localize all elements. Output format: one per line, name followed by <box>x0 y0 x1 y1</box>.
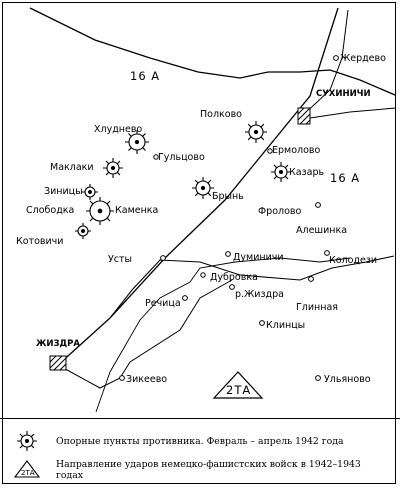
strongpoint-markers <box>75 121 291 239</box>
legend-row-strike-directions <box>12 457 390 481</box>
town-kazar: Казарь <box>289 167 325 178</box>
town-zikeevo: Зикеево <box>126 374 168 385</box>
army-label-16a-east: 16 А <box>330 171 361 185</box>
legend-row-strongpoints <box>12 429 390 453</box>
town-kamenka: Каменка <box>115 205 159 216</box>
river-zhizdra-label: р.Жиздра <box>235 289 284 300</box>
town-zinintsy: Зиницы <box>44 186 83 197</box>
strongpoint-symbol-icon <box>12 429 42 453</box>
town-ulyanovo: Ульяново <box>324 374 371 385</box>
town-usty: Усты <box>108 254 133 265</box>
strongpoint-slobodka-kamenka <box>86 197 114 225</box>
legend-strike-symbol-label: 2ТА <box>21 469 35 477</box>
settlement-dots <box>120 56 339 381</box>
town-slobodka: Слободка <box>26 205 75 216</box>
city-zhizdra-block <box>50 356 66 370</box>
strongpoint-bryn <box>192 177 214 199</box>
legend <box>0 418 400 485</box>
strike-direction-arrow-2ta <box>214 372 262 398</box>
road-sukhinichi-north <box>300 10 348 118</box>
town-ermolovo: Ермолово <box>272 145 321 156</box>
road-zhizdra-zikeevo <box>58 280 232 388</box>
legend-strongpoints-text: Опорные пункты противника. Февраль – апрель 1942 года <box>56 436 344 447</box>
town-alyoshinka: Алешинка <box>296 225 348 236</box>
town-zhizdra: ЖИЗДРА <box>36 339 80 349</box>
town-maklaki: Маклаки <box>50 162 94 173</box>
town-glinnaya: Глинная <box>296 302 338 313</box>
strongpoint-maklaki <box>103 158 123 178</box>
town-kotovichi: Котовичи <box>16 236 64 247</box>
strongpoint-polkovo <box>245 121 267 143</box>
town-dubrovka: Дубровка <box>210 272 258 283</box>
town-rechitsa: Речица <box>145 298 181 309</box>
legend-strike-directions-text: Направление ударов немецко-фашистских войск в 1942–1943 годах <box>56 459 361 481</box>
town-polkovo: Полково <box>200 109 242 120</box>
town-frolovo: Фролово <box>258 206 302 217</box>
strongpoint-kazar <box>271 162 291 182</box>
town-zherdevo: Жердево <box>340 53 386 64</box>
town-duminichi: Думиничи <box>233 252 284 263</box>
city-sukhinichi-block <box>298 108 310 124</box>
town-klintsy: Клинцы <box>266 320 306 331</box>
strike-arrow-icon <box>12 457 42 479</box>
railway-west-east <box>30 8 395 95</box>
town-kolodezi: Колодези <box>329 255 378 266</box>
town-gultsovo: Гульцово <box>158 152 205 163</box>
strongpoint-kotovichi <box>75 223 91 239</box>
army-label-2ta: 2ТА <box>226 383 252 397</box>
town-khludnevo: Хлуднево <box>94 124 143 135</box>
army-label-16a-north: 16 А <box>130 69 161 83</box>
town-bryn: Брынь <box>212 191 244 202</box>
road-sukhinichi-east <box>310 108 396 118</box>
strongpoint-zinintsy <box>82 184 98 200</box>
town-sukhinichi: СУХИНИЧИ <box>316 89 371 99</box>
